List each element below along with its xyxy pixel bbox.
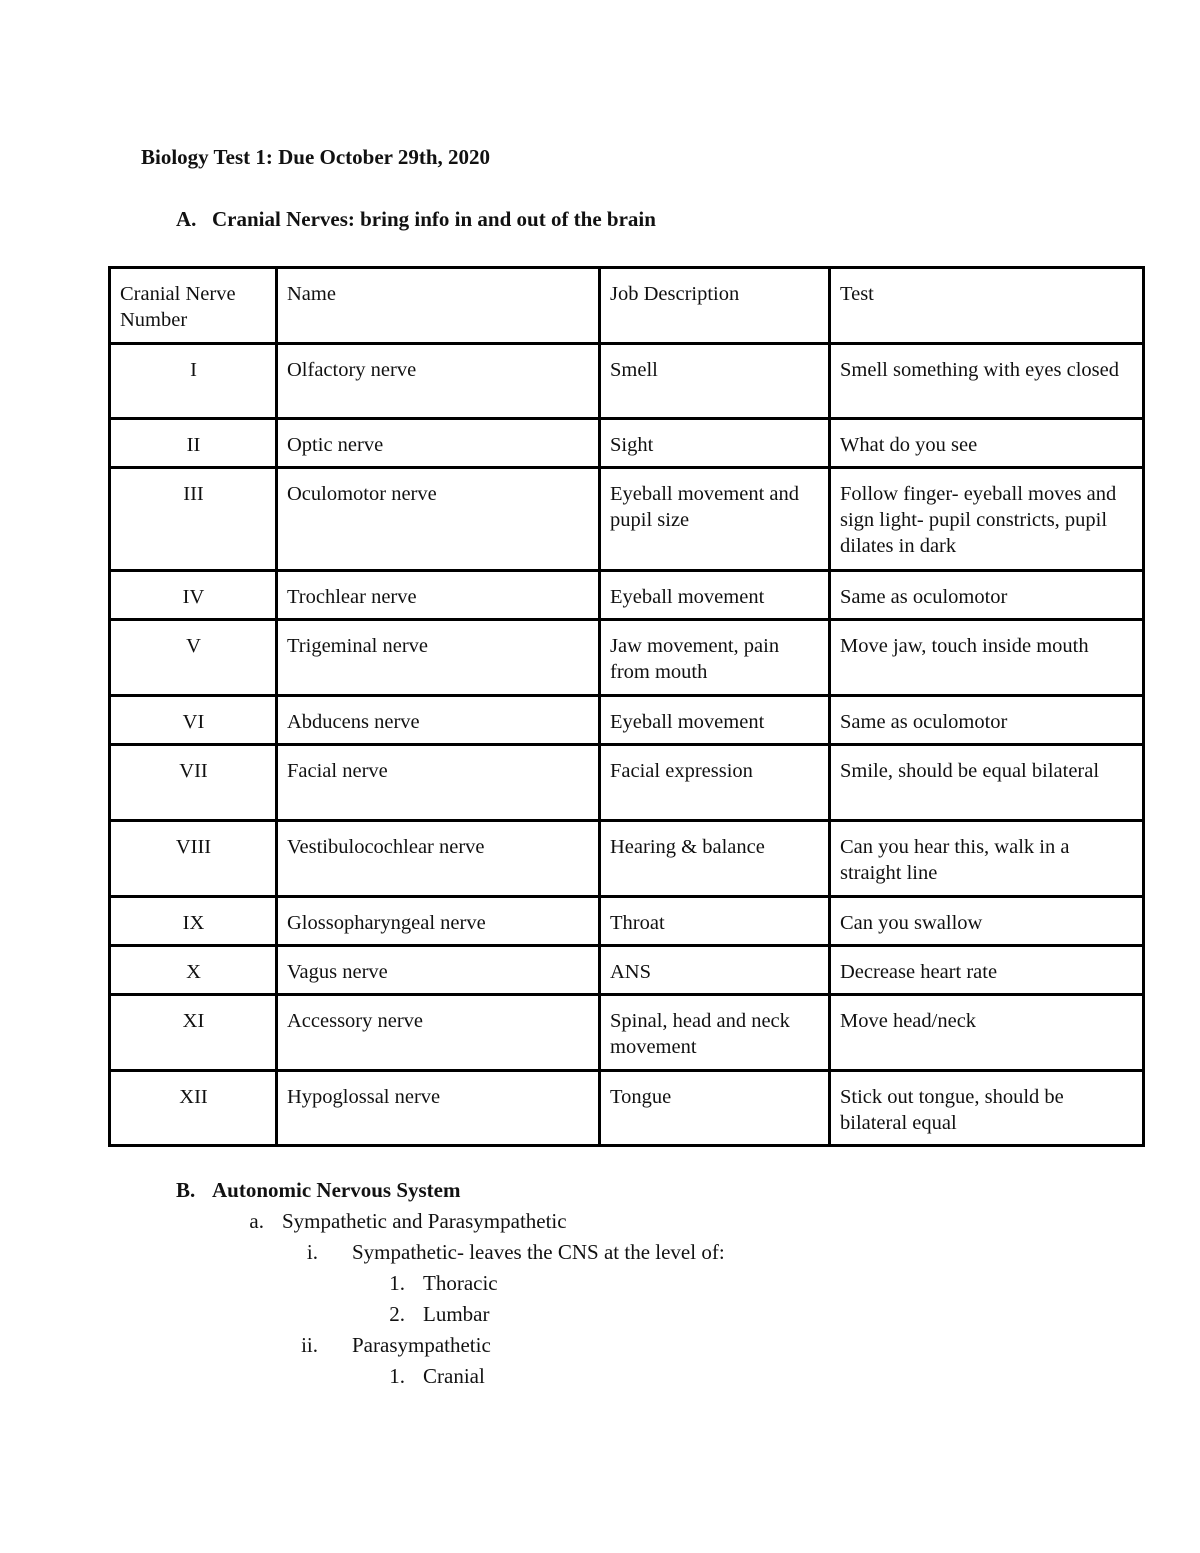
section-a-heading [176, 206, 656, 232]
cell-job: Tongue [600, 1071, 830, 1146]
cell-name: Abducens nerve [277, 696, 600, 745]
document-title: Biology Test 1: Due October 29th, 2020 [141, 145, 491, 169]
table-row [110, 821, 1144, 897]
header-cell-test: Test [830, 268, 1144, 344]
cell-number: III [110, 468, 277, 571]
cell-test: Can you hear this, walk in a straight line [830, 821, 1144, 897]
table-row [110, 745, 1144, 821]
table-header-row [110, 268, 1144, 344]
table-row [110, 620, 1144, 696]
table-row [110, 344, 1144, 419]
list-marker: 1. [389, 1364, 405, 1388]
list-item [389, 1270, 498, 1296]
list-item [306, 1239, 725, 1265]
cell-test: What do you see [830, 419, 1144, 468]
cell-job: Jaw movement, pain from mouth [600, 620, 830, 696]
cell-job: Facial expression [600, 745, 830, 821]
cell-name: Olfactory nerve [277, 344, 600, 419]
cell-name: Optic nerve [277, 419, 600, 468]
section-a-marker: A. [176, 207, 197, 231]
cranial-nerves-table [108, 266, 1145, 1147]
cell-number: XI [110, 995, 277, 1071]
cell-number: V [110, 620, 277, 696]
list-item [389, 1363, 485, 1389]
cell-name: Vestibulocochlear nerve [277, 821, 600, 897]
header-cell-number: Cranial Nerve Number [110, 268, 277, 344]
cell-test: Decrease heart rate [830, 946, 1144, 995]
cell-test: Smell something with eyes closed [830, 344, 1144, 419]
table-row [110, 419, 1144, 468]
cell-job: Hearing & balance [600, 821, 830, 897]
cell-job: Eyeball movement [600, 696, 830, 745]
table-row [110, 995, 1144, 1071]
cell-job: Sight [600, 419, 830, 468]
cell-test: Move jaw, touch inside mouth [830, 620, 1144, 696]
table-row [110, 946, 1144, 995]
list-marker: 2. [389, 1302, 405, 1326]
cell-name: Facial nerve [277, 745, 600, 821]
cell-job: Throat [600, 897, 830, 946]
cell-number: VI [110, 696, 277, 745]
cell-name: Glossopharyngeal nerve [277, 897, 600, 946]
table-row [110, 897, 1144, 946]
cell-number: IV [110, 571, 277, 620]
header-cell-job: Job Description [600, 268, 830, 344]
cell-number: VIII [110, 821, 277, 897]
list-item-text: Sympathetic- leaves the CNS at the level of: [352, 1240, 725, 1264]
table-row [110, 468, 1144, 571]
cell-test: Stick out tongue, should be bilateral equal [830, 1071, 1144, 1146]
cell-number: XII [110, 1071, 277, 1146]
cell-job: Smell [600, 344, 830, 419]
cell-job: ANS [600, 946, 830, 995]
cell-name: Trigeminal nerve [277, 620, 600, 696]
section-a-title: Cranial Nerves: bring info in and out of the brain [212, 207, 656, 231]
section-b-title: Autonomic Nervous System [212, 1178, 461, 1202]
list-marker: a. [249, 1209, 264, 1233]
cell-test: Can you swallow [830, 897, 1144, 946]
list-item [249, 1208, 567, 1234]
cell-name: Hypoglossal nerve [277, 1071, 600, 1146]
cell-name: Oculomotor nerve [277, 468, 600, 571]
cell-job: Eyeball movement and pupil size [600, 468, 830, 571]
list-marker: i. [306, 1240, 318, 1264]
cell-number: VII [110, 745, 277, 821]
list-item-text: Lumbar [423, 1302, 490, 1326]
list-item [389, 1301, 490, 1327]
list-item [301, 1332, 491, 1358]
section-b-heading [176, 1177, 460, 1203]
cell-job: Spinal, head and neck movement [600, 995, 830, 1071]
list-item-text: Parasympathetic [352, 1333, 491, 1357]
list-item-text: Cranial [423, 1364, 485, 1388]
cell-number: II [110, 419, 277, 468]
list-marker: ii. [301, 1333, 318, 1357]
cell-test: Follow finger- eyeball moves and sign light- pupil constricts, pupil dilates in dark [830, 468, 1144, 571]
cell-number: IX [110, 897, 277, 946]
table-row [110, 571, 1144, 620]
cell-name: Accessory nerve [277, 995, 600, 1071]
list-item-text: Thoracic [423, 1271, 498, 1295]
cell-number: I [110, 344, 277, 419]
header-cell-name: Name [277, 268, 600, 344]
list-marker: 1. [389, 1271, 405, 1295]
cell-number: X [110, 946, 277, 995]
cell-name: Trochlear nerve [277, 571, 600, 620]
cell-job: Eyeball movement [600, 571, 830, 620]
cell-test: Same as oculomotor [830, 696, 1144, 745]
cell-name: Vagus nerve [277, 946, 600, 995]
table-row [110, 1071, 1144, 1146]
list-item-text: Sympathetic and Parasympathetic [282, 1209, 567, 1233]
table-row [110, 696, 1144, 745]
cell-test: Smile, should be equal bilateral [830, 745, 1144, 821]
cell-test: Move head/neck [830, 995, 1144, 1071]
cell-test: Same as oculomotor [830, 571, 1144, 620]
section-b-marker: B. [176, 1178, 196, 1202]
